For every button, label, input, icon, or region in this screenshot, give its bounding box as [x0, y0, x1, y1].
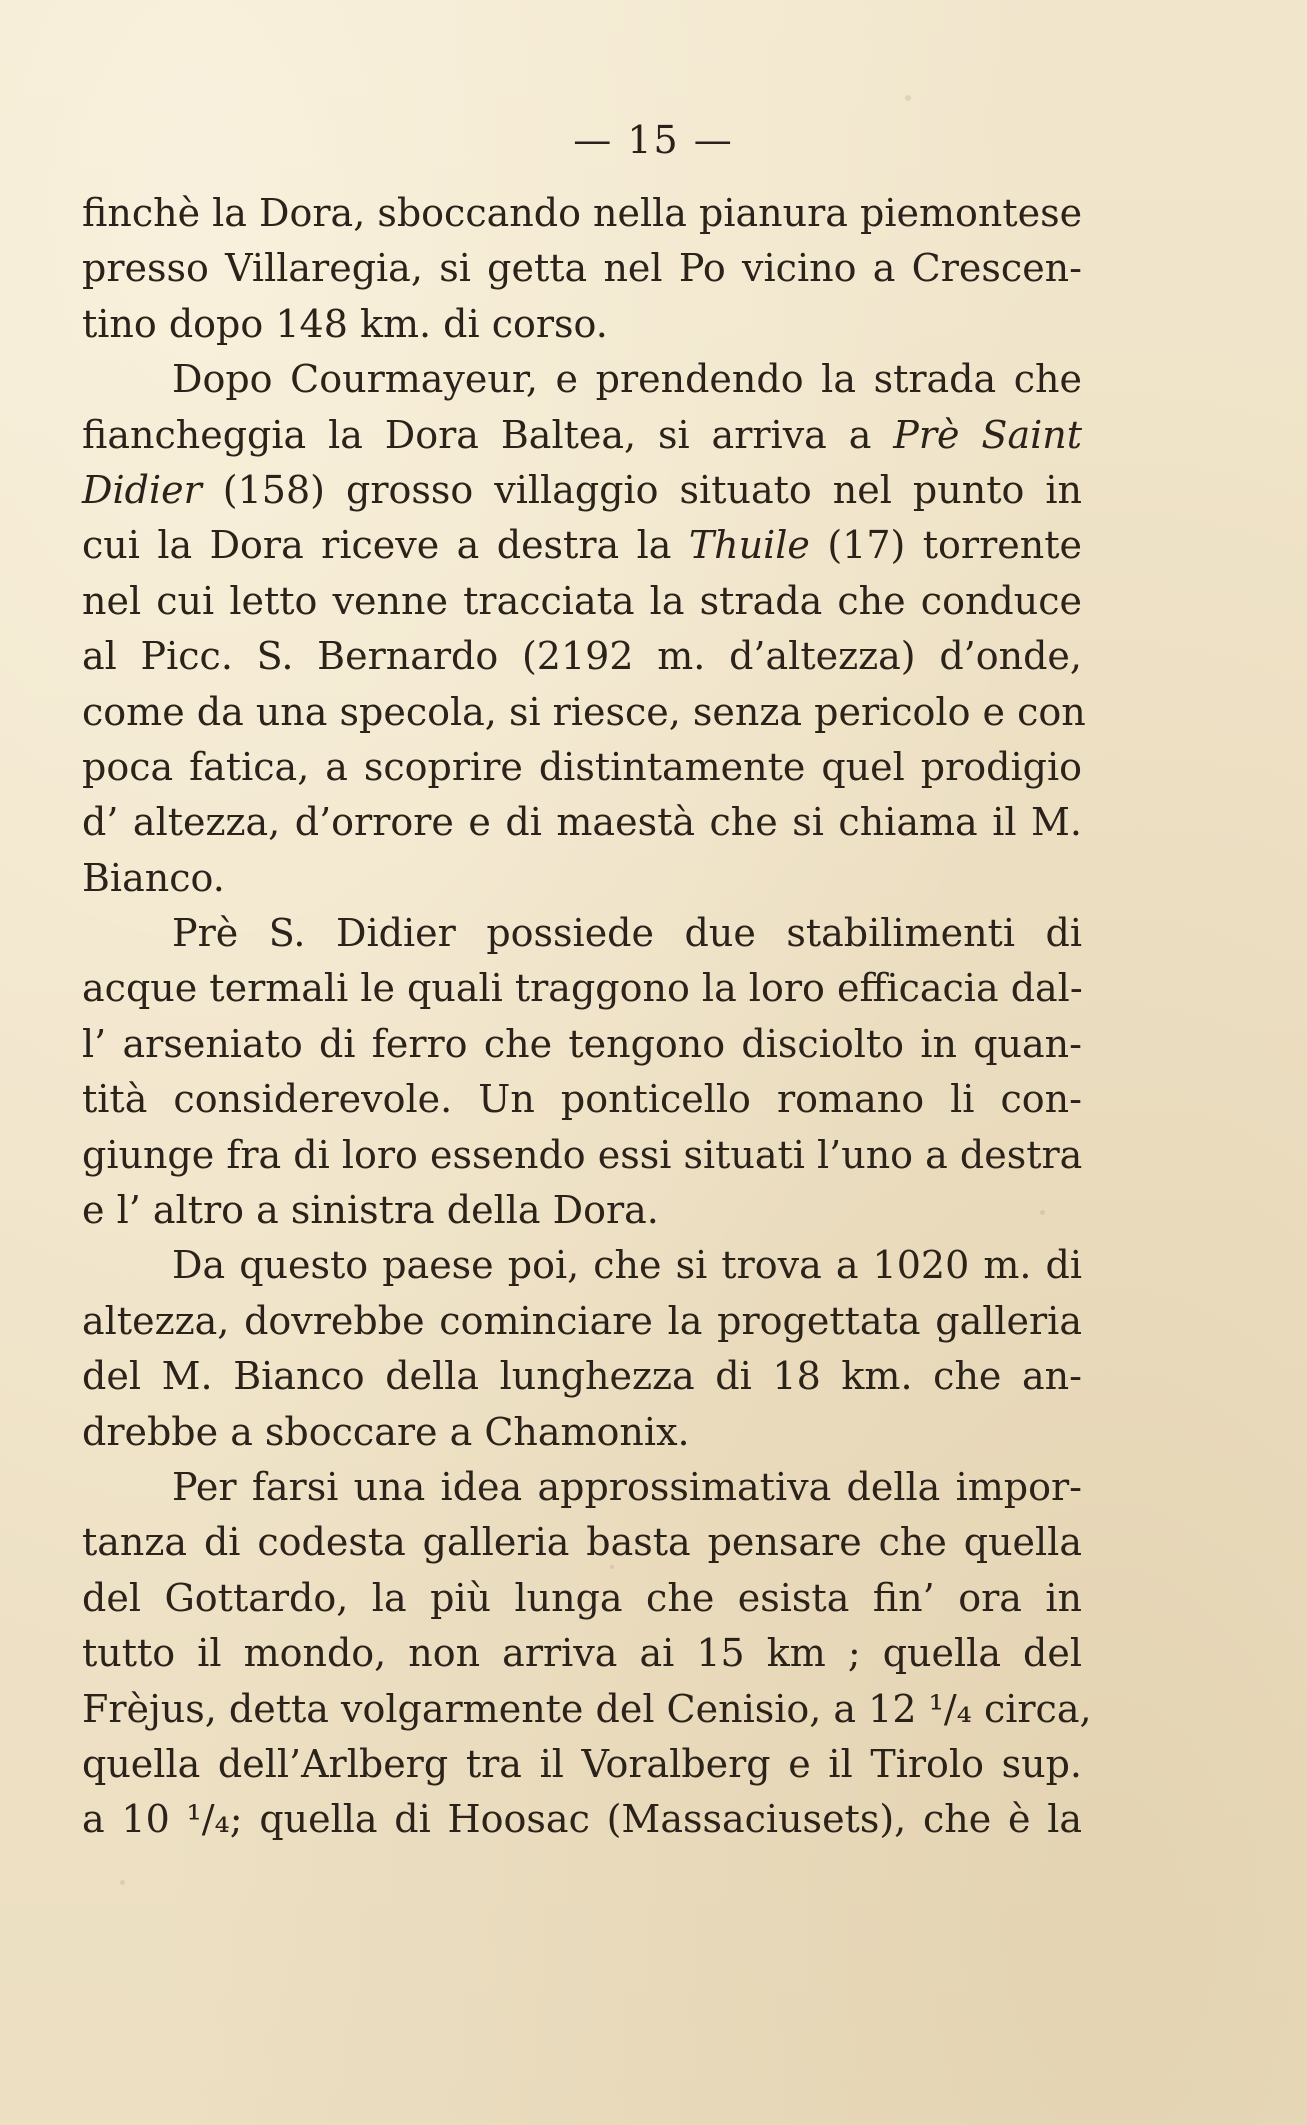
text-fragment: acque termali le quali traggono la loro efficacia dal-: [82, 966, 1083, 1011]
text-fragment: tanza di codesta galleria basta pensare che quella: [82, 1520, 1082, 1565]
text-line: [82, 1515, 1082, 1570]
text-fragment: (158) grosso villaggio situato nel punto in: [201, 467, 1082, 512]
text-line: [82, 463, 1082, 518]
text-fragment: d’ altezza, d’orrore e di maestà che si chiama il M.: [82, 800, 1082, 845]
text-fragment: finchè la Dora, sboccando nella pianura piemontese: [82, 191, 1083, 235]
text-line: [82, 906, 1082, 961]
text-fragment: Bianco.: [82, 855, 225, 900]
text-line: [82, 629, 1082, 684]
text-fragment: l’ arseniato di ferro che tengono disciolto in quan-: [82, 1021, 1082, 1066]
text-fragment: (17) torrente: [809, 523, 1082, 568]
text-fragment: giunge fra di loro essendo essi situati l’uno a destra: [82, 1132, 1083, 1177]
text-fragment: Da questo paese poi, che si trova a 1020 m. di: [172, 1243, 1082, 1288]
text-fragment: tino dopo 148 km. di corso.: [82, 301, 608, 346]
text-line: [82, 1405, 1082, 1460]
text-line: [82, 297, 1082, 352]
text-line: [82, 685, 1086, 740]
text-line: [82, 1183, 1082, 1238]
text-line: [82, 1737, 1082, 1792]
text-line: [82, 1626, 1082, 1681]
text-line: [82, 574, 1082, 629]
text-fragment: del Gottardo, la più lunga che esista fin’ ora in: [82, 1575, 1082, 1620]
text-line: [82, 1571, 1082, 1626]
text-fragment: al Picc. S. Bernardo (2192 m. d’altezza) d’onde,: [82, 634, 1082, 679]
text-fragment: fiancheggia la Dora Baltea, si arriva a: [82, 412, 894, 457]
italic-place-name: Prè Saint: [893, 412, 1082, 457]
text-line: [82, 352, 1082, 407]
text-line: [82, 795, 1082, 850]
text-fragment: e l’ altro a sinistra della Dora.: [82, 1188, 659, 1233]
text-fragment: come da una specola, si riesce, senza pericolo e con: [82, 689, 1086, 734]
text-fragment: Per farsi una idea approssimativa della impor-: [172, 1464, 1082, 1509]
text-fragment: altezza, dovrebbe cominciare la progettata galleria: [82, 1298, 1082, 1343]
text-line: [82, 851, 1082, 906]
text-line: [82, 518, 1082, 573]
text-fragment: poca fatica, a scoprire distintamente quel prodigio: [82, 744, 1082, 789]
italic-place-name: Didier: [82, 467, 202, 512]
body-text: [82, 186, 1092, 1848]
italic-place-name: Thuile: [688, 523, 810, 568]
text-line: [82, 1792, 1082, 1847]
text-line: [82, 740, 1082, 795]
text-line: [82, 1294, 1082, 1349]
text-line: [82, 1460, 1082, 1515]
text-line: [82, 1128, 1082, 1183]
text-line: [82, 186, 1082, 241]
text-fragment: tutto il mondo, non arriva ai 15 km ; quella del: [82, 1631, 1082, 1676]
text-fragment: nel cui letto venne tracciata la strada che conduce: [82, 578, 1082, 623]
paper-spot: [905, 95, 911, 101]
text-fragment: presso Villaregia, si getta nel Po vicino a Crescen-: [82, 246, 1082, 291]
text-line: [82, 1349, 1082, 1404]
paper-spot: [120, 1880, 125, 1885]
page-number: — 15 —: [573, 118, 734, 162]
text-fragment: quella dell’Arlberg tra il Voralberg e il Tirolo sup.: [82, 1741, 1082, 1786]
text-fragment: cui la Dora riceve a destra la: [82, 523, 689, 568]
text-fragment: del M. Bianco della lunghezza di 18 km. che an-: [82, 1354, 1082, 1399]
text-line: [82, 1072, 1082, 1127]
text-line: [82, 241, 1082, 296]
text-fragment: tità considerevole. Un ponticello romano li con-: [82, 1077, 1082, 1122]
text-line: [82, 1017, 1082, 1072]
text-fragment: a 10 ¹/₄; quella di Hoosac (Massaciusets), che è la: [82, 1797, 1082, 1842]
text-fragment: Dopo Courmayeur, e prendendo la strada che: [172, 357, 1082, 402]
text-fragment: Frèjus, detta volgarmente del Cenisio, a 12 ¹/₄ circa,: [82, 1686, 1092, 1731]
text-fragment: Prè S. Didier possiede due stabilimenti di: [172, 911, 1082, 956]
text-line: [82, 1238, 1082, 1293]
text-line: [82, 1682, 1092, 1737]
text-line: [82, 408, 1082, 463]
text-line: [82, 961, 1082, 1016]
text-fragment: drebbe a sboccare a Chamonix.: [82, 1409, 690, 1454]
